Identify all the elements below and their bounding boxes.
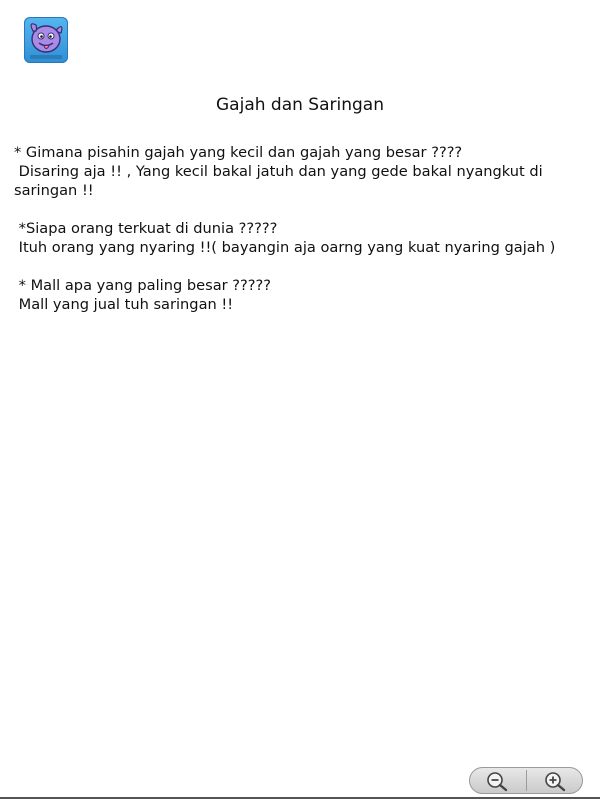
zoom-in-icon [543,770,567,792]
app-logo-icon [24,17,68,63]
zoom-out-icon [485,770,509,792]
article-body [14,143,574,314]
article-line: Mall yang jual tuh saringan !! [14,296,234,313]
paragraph-gap [14,257,574,276]
zoom-in-button[interactable] [527,767,584,794]
article-line: * Gimana pisahin gajah yang kecil dan gajah yang besar ???? [14,144,463,161]
article-line: Disaring aja !! , Yang kecil bakal jatuh dan yang gede bakal nyangkut di [14,163,543,180]
article-line: * Mall apa yang paling besar ????? [14,277,272,294]
article-line: saringan !! [14,182,94,199]
paragraph-gap [14,200,574,219]
zoom-controls [469,767,583,794]
zoom-out-button[interactable] [469,767,526,794]
article-line: *Siapa orang terkuat di dunia ????? [14,220,278,237]
bottom-divider [0,797,600,799]
page-title: Gajah dan Saringan [216,95,384,115]
article-line: Ituh orang yang nyaring !!( bayangin aja oarng yang kuat nyaring gajah ) [14,239,556,256]
